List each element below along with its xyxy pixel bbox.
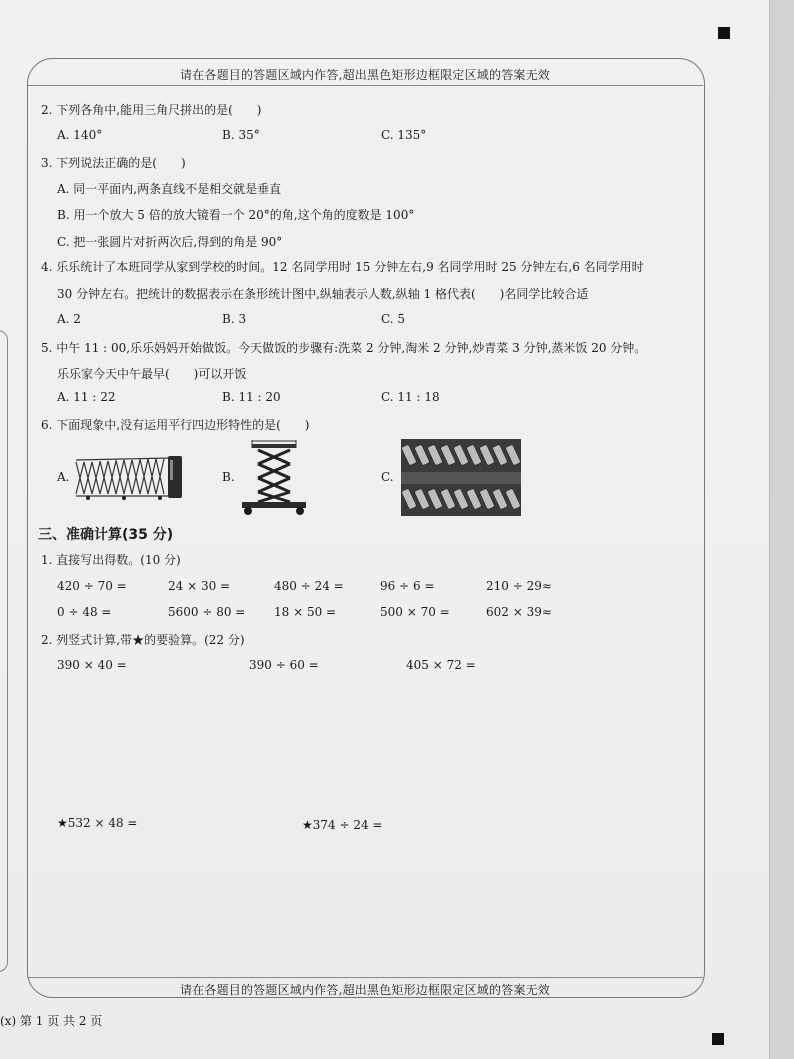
question-6-option-c: C. <box>381 470 394 484</box>
question-6-stem: 6. 下面现象中,没有运用平行四边形特性的是( ) <box>41 418 310 432</box>
corner-marker-bottom <box>712 1033 724 1045</box>
question-3-stem: 3. 下列说法正确的是( ) <box>41 156 186 170</box>
banner-bottom: 请在各题目的答题区域内作答,超出黑色矩形边框限定区域的答案无效 <box>179 983 551 997</box>
question-5-option-c: C. 11 : 18 <box>381 390 440 404</box>
question-6-option-b: B. <box>222 470 235 484</box>
calc-1-1: 420 ÷ 70 = <box>57 579 127 593</box>
vertical-calc-3: 405 × 72 = <box>406 658 476 672</box>
scissor-lift-image <box>236 440 312 516</box>
left-binding-mark <box>0 330 8 972</box>
question-5-option-a: A. 11 : 22 <box>57 390 116 404</box>
vertical-calc-2: 390 ÷ 60 = <box>249 658 319 672</box>
calc-1-3: 480 ÷ 24 = <box>274 579 344 593</box>
calc-2-5: 602 × 39≈ <box>486 605 552 619</box>
section-3-sub1: 1. 直接写出得数。(10 分) <box>41 553 181 567</box>
calc-1-5: 210 ÷ 29≈ <box>486 579 552 593</box>
calc-1-4: 96 ÷ 6 = <box>380 579 435 593</box>
vertical-calc-5: ★374 ÷ 24 = <box>302 818 383 832</box>
question-4-option-a: A. 2 <box>57 312 81 326</box>
calc-2-3: 18 × 50 = <box>274 605 337 619</box>
next-page-edge <box>769 0 794 1059</box>
question-2-option-b: B. 35° <box>222 128 260 142</box>
question-5-option-b: B. 11 : 20 <box>222 390 281 404</box>
vertical-calc-1: 390 × 40 = <box>57 658 127 672</box>
question-4-option-c: C. 5 <box>381 312 406 326</box>
banner-bottom-rule <box>28 977 703 978</box>
question-5-stem-line1: 5. 中午 11 : 00,乐乐妈妈开始做饭。今天做饭的步骤有:洗菜 2 分钟,淘米 2 分钟,炒青菜 3 分钟,蒸米饭 20 分钟。 <box>41 341 647 355</box>
question-5-stem-line2: 乐乐家今天中午最早( )可以开饭 <box>57 367 247 381</box>
question-4-stem-line1: 4. 乐乐统计了本班同学从家到学校的时间。12 名同学用时 15 分钟左右,9 名同学用时 25 分钟左右,6 名同学用时 <box>41 260 644 274</box>
section-3-sub2: 2. 列竖式计算,带★的要验算。(22 分) <box>41 633 245 647</box>
question-3-option-a: A. 同一平面内,两条直线不是相交就是垂直 <box>57 182 282 196</box>
section-3-title: 三、准确计算(35 分) <box>38 527 174 543</box>
retractable-gate-image <box>74 452 186 502</box>
page-footer: (x) 第 1 页 共 2 页 <box>0 1014 103 1028</box>
question-2-option-a: A. 140° <box>57 128 103 142</box>
calc-2-2: 5600 ÷ 80 = <box>168 605 246 619</box>
calc-1-2: 24 × 30 = <box>168 579 231 593</box>
vertical-calc-4: ★532 × 48 = <box>57 816 138 830</box>
question-6-option-a: A. <box>57 470 70 484</box>
question-3-option-b: B. 用一个放大 5 倍的放大镜看一个 20°的角,这个角的度数是 100° <box>57 208 415 222</box>
banner-top-rule <box>28 85 703 86</box>
parking-lot-image <box>401 439 521 516</box>
corner-marker-top <box>718 27 730 39</box>
calc-2-4: 500 × 70 = <box>380 605 450 619</box>
question-2-option-c: C. 135° <box>381 128 427 142</box>
question-4-stem-line2: 30 分钟左右。把统计的数据表示在条形统计图中,纵轴表示人数,纵轴 1 格代表( )名同学比较合适 <box>57 287 589 301</box>
banner-top: 请在各题目的答题区域内作答,超出黑色矩形边框限定区域的答案无效 <box>179 68 551 82</box>
question-4-option-b: B. 3 <box>222 312 247 326</box>
calc-2-1: 0 ÷ 48 = <box>57 605 112 619</box>
question-3-option-c: C. 把一张圆片对折两次后,得到的角是 90° <box>57 235 283 249</box>
question-2-stem: 2. 下列各角中,能用三角尺拼出的是( ) <box>41 103 262 117</box>
